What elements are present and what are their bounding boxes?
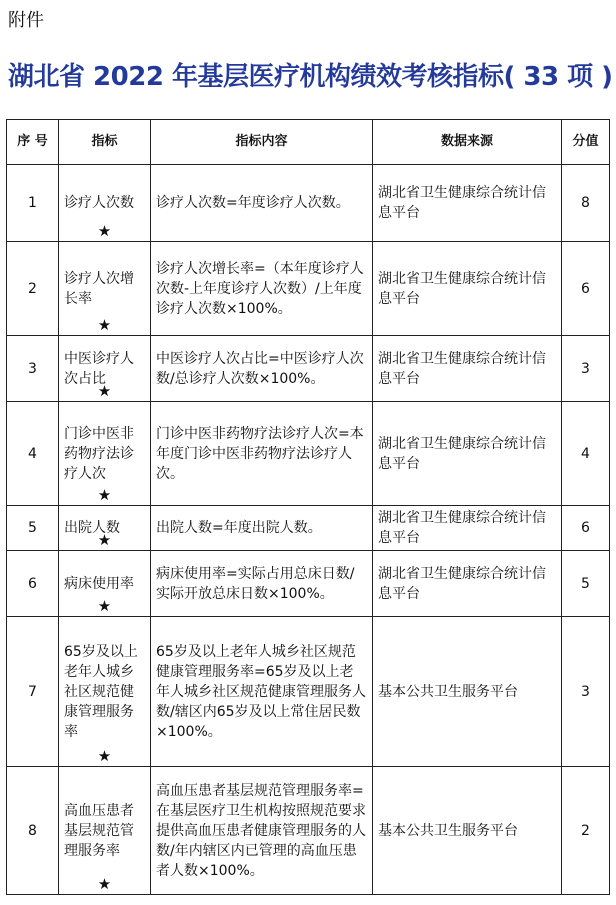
indicator-name-text: 出院人数 <box>64 520 120 536</box>
star-icon: ★ <box>97 875 112 893</box>
attachment-label: 附件 <box>8 10 44 31</box>
score-value: 6 <box>562 506 610 551</box>
table-row <box>7 165 610 242</box>
indicator-table <box>6 119 610 895</box>
score-value: 3 <box>562 336 610 402</box>
indicator-content: 门诊中医非药物疗法诊疗人次=本年度门诊中医非药物疗法诊疗人次。 <box>151 402 373 506</box>
indicator-content: 高血压患者基层规范管理服务率=在基层医疗卫生机构按照规范要求提供高血压患者健康管理服务的人数/年内辖区内已管理的高血压患者人数×100%。 <box>151 767 373 895</box>
table-row <box>7 336 610 402</box>
star-icon: ★ <box>97 486 112 504</box>
table-row <box>7 767 610 895</box>
score-value: 3 <box>562 617 610 767</box>
data-source: 湖北省卫生健康综合统计信息平台 <box>373 506 562 551</box>
indicator-name <box>59 506 151 551</box>
indicator-name-text: 高血压患者基层规范管理服务率 <box>64 802 134 859</box>
row-number: 1 <box>7 165 59 242</box>
row-number: 7 <box>7 617 59 767</box>
table-row <box>7 402 610 506</box>
row-number: 4 <box>7 402 59 506</box>
document-title: 湖北省 2022 年基层医疗机构绩效考核指标( 33 项 ) <box>8 62 613 92</box>
indicator-content: 诊疗人次增长率=（本年度诊疗人次数-上年度诊疗人次数）/上年度诊疗人次数×100%。 <box>151 242 373 336</box>
indicator-content: 中医诊疗人次占比=中医诊疗人次数/总诊疗人次数×100%。 <box>151 336 373 402</box>
star-icon: ★ <box>97 316 112 334</box>
indicator-content: 65岁及以上老年人城乡社区规范健康管理服务率=65岁及以上老年人城乡社区规范健康管理服务人数/辖区内65岁及以上常住居民数×100%。 <box>151 617 373 767</box>
score-value: 4 <box>562 402 610 506</box>
indicator-name-text: 诊疗人次增长率 <box>64 270 134 307</box>
indicator-content: 病床使用率=实际占用总床日数/实际开放总床日数×100%。 <box>151 551 373 617</box>
column-header-score: 分值 <box>562 120 610 165</box>
table-row <box>7 551 610 617</box>
row-number: 6 <box>7 551 59 617</box>
table-row <box>7 506 610 551</box>
row-number: 8 <box>7 767 59 895</box>
data-source: 基本公共卫生服务平台 <box>373 767 562 895</box>
indicator-name-text: 诊疗人次数 <box>64 195 134 211</box>
score-value: 8 <box>562 165 610 242</box>
indicator-name <box>59 336 151 402</box>
row-number: 5 <box>7 506 59 551</box>
indicator-name <box>59 767 151 895</box>
indicator-content: 出院人数=年度出院人数。 <box>151 506 373 551</box>
star-icon: ★ <box>97 747 112 765</box>
indicator-name <box>59 242 151 336</box>
data-source: 湖北省卫生健康综合统计信息平台 <box>373 242 562 336</box>
score-value: 6 <box>562 242 610 336</box>
table-header-row <box>7 120 610 165</box>
indicator-content: 诊疗人次数=年度诊疗人次数。 <box>151 165 373 242</box>
score-value: 2 <box>562 767 610 895</box>
data-source: 湖北省卫生健康综合统计信息平台 <box>373 402 562 506</box>
data-source: 湖北省卫生健康综合统计信息平台 <box>373 336 562 402</box>
column-header-indicator: 指标 <box>59 120 151 165</box>
indicator-name <box>59 551 151 617</box>
star-icon: ★ <box>97 222 112 240</box>
star-icon: ★ <box>97 531 112 549</box>
data-source: 湖北省卫生健康综合统计信息平台 <box>373 165 562 242</box>
column-header-content: 指标内容 <box>151 120 373 165</box>
row-number: 2 <box>7 242 59 336</box>
table-row <box>7 242 610 336</box>
star-icon: ★ <box>97 382 112 400</box>
indicator-name-text: 中医诊疗人次占比 <box>64 350 134 387</box>
indicator-name <box>59 165 151 242</box>
table-row <box>7 617 610 767</box>
indicator-name-text: 病床使用率 <box>64 575 134 592</box>
indicator-name <box>59 402 151 506</box>
score-value: 5 <box>562 551 610 617</box>
data-source: 基本公共卫生服务平台 <box>373 617 562 767</box>
indicator-name-text: 65岁及以上老年人城乡社区规范健康管理服务率 <box>64 643 138 740</box>
star-icon: ★ <box>97 597 112 615</box>
indicator-name-text: 门诊中医非药物疗法诊疗人次 <box>64 425 134 482</box>
column-header-source: 数据来源 <box>373 120 562 165</box>
row-number: 3 <box>7 336 59 402</box>
column-header-no: 序 号 <box>7 120 59 165</box>
data-source: 湖北省卫生健康综合统计信息平台 <box>373 551 562 617</box>
indicator-name <box>59 617 151 767</box>
